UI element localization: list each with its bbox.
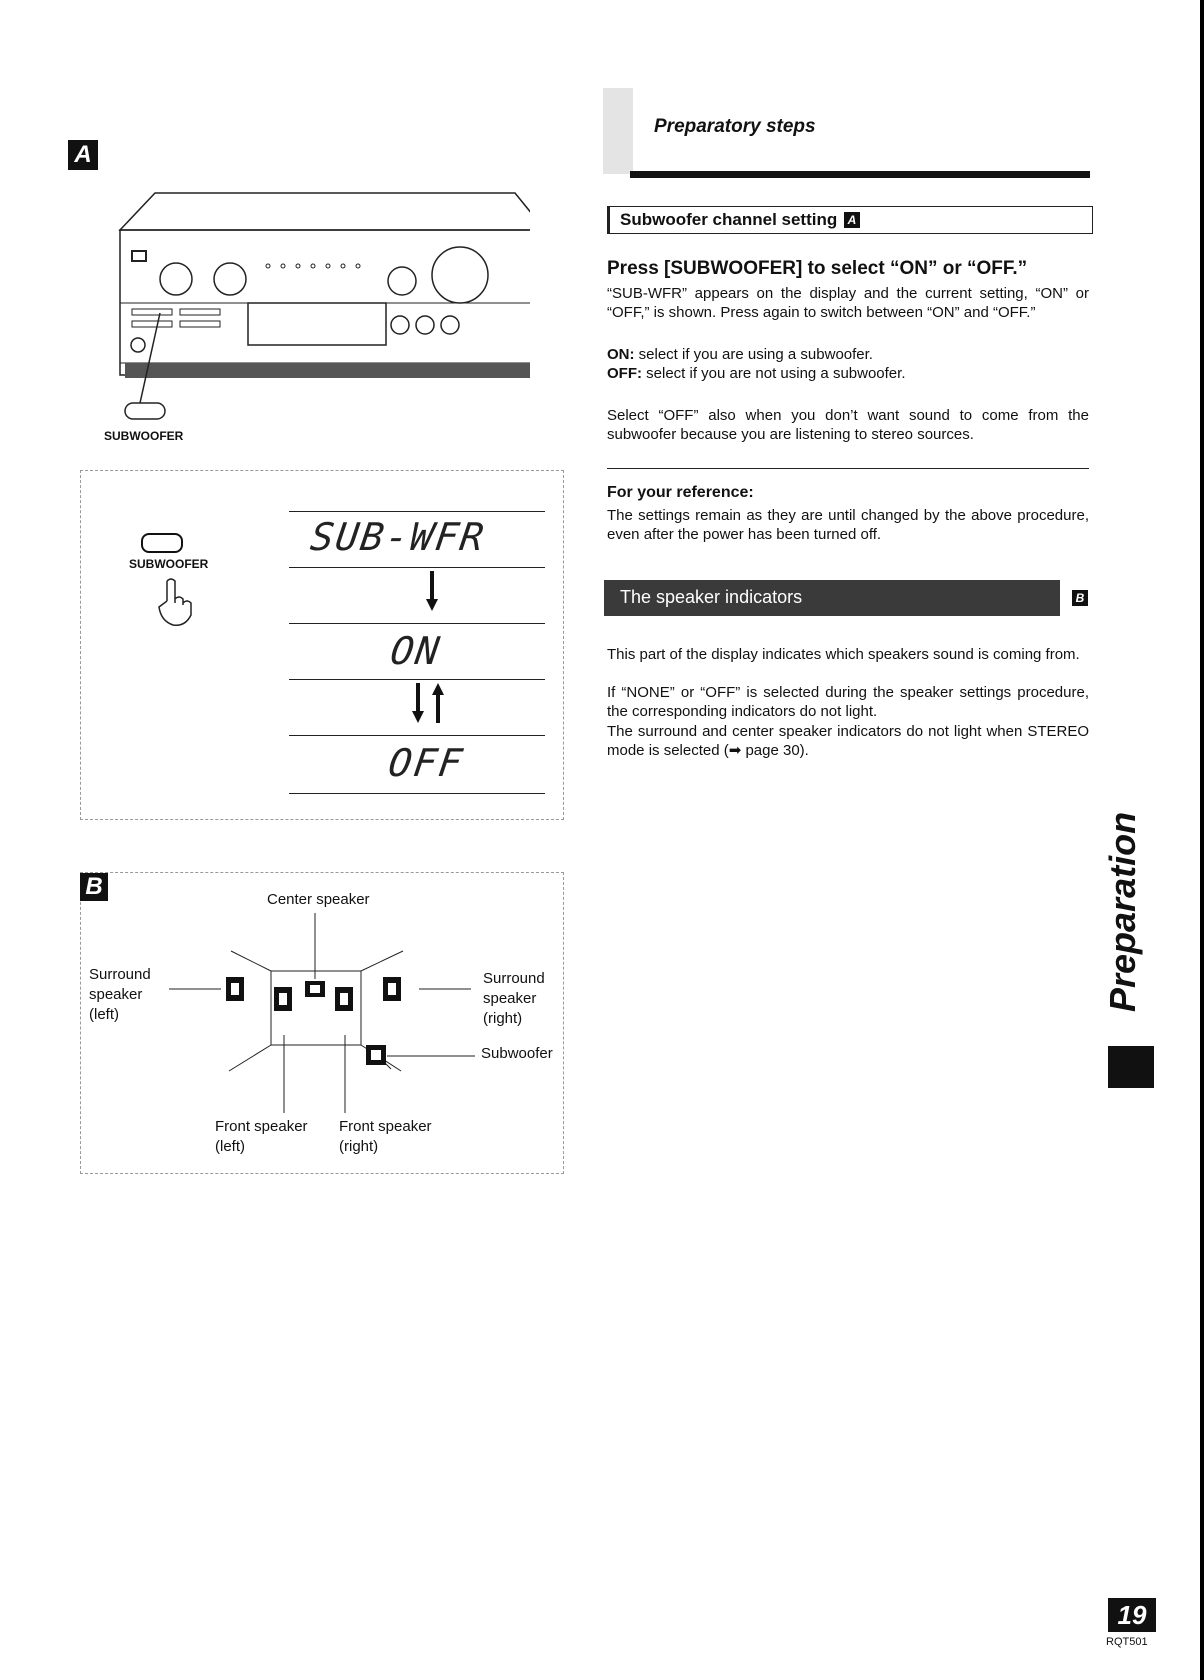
display-sub-wfr: SUB-WFR [307, 515, 489, 559]
instruction-heading: Press [SUBWOOFER] to select “ON” or “OFF.” [607, 258, 1028, 279]
section-b-badge: B [80, 873, 108, 901]
subwoofer-speaker-icon [366, 1045, 386, 1065]
side-tab-preparation: Preparation [1102, 811, 1143, 1012]
doc-code: RQT501 [1106, 1636, 1148, 1648]
speaker-indicators-title: The speaker indicators [620, 587, 803, 607]
section-header: Preparatory steps [654, 116, 816, 137]
speaker-indicators-badge: B [1072, 590, 1088, 606]
receiver-illustration [110, 185, 530, 445]
panel-subwoofer-label: SUBWOOFER [129, 557, 209, 571]
display-off: OFF [385, 741, 467, 785]
front-right-speaker-icon [335, 987, 353, 1011]
surround-right-label: Surround speaker (right) [483, 970, 545, 1027]
subwoofer-setting-badge: A [844, 212, 860, 228]
indicators-para3: The surround and center speaker indicators do not light when STEREO mode is selected (➡ page 30). [607, 723, 1089, 759]
surround-left-speaker-icon [226, 977, 244, 1001]
section-a-badge: A [68, 140, 98, 170]
indicators-para1: This part of the display indicates which speakers sound is coming from. [607, 646, 1080, 663]
up-down-arrows-icon [411, 683, 445, 723]
on-option: ON: select if you are using a subwoofer. [607, 346, 873, 363]
surround-left-label: Surround speaker (left) [89, 966, 151, 1023]
hand-press-icon [155, 577, 195, 629]
speaker-layout-diagram [81, 873, 563, 1173]
front-left-speaker-icon [274, 987, 292, 1011]
header-dotted-texture [603, 88, 633, 174]
front-left-label: Front speaker (left) [215, 1118, 308, 1155]
subwoofer-setting-title-box [607, 206, 1093, 234]
speaker-diagram-box [80, 872, 564, 1174]
off-option: OFF: select if you are not using a subwoofer. [607, 365, 906, 382]
front-right-label: Front speaker (right) [339, 1118, 432, 1155]
indicators-para2: If “NONE” or “OFF” is selected during the speaker settings procedure, the corresponding indicators do not light. [607, 684, 1089, 720]
receiver-subwoofer-label: SUBWOOFER [104, 429, 184, 443]
subwoofer-setting-title: Subwoofer channel setting [620, 210, 838, 229]
display-on: ON [387, 629, 444, 673]
display-panel-box [80, 470, 564, 820]
center-speaker-icon [305, 981, 325, 997]
subwoofer-label: Subwoofer [481, 1045, 553, 1062]
header-rule [630, 171, 1090, 178]
reference-text: The settings remain as they are until changed by the above procedure, even after the power has been turned off. [607, 507, 1089, 543]
side-tab-marker [1108, 1046, 1154, 1088]
page-edge [1200, 0, 1204, 1680]
page-number: 19 [1108, 1598, 1156, 1632]
subwoofer-button-icon [141, 533, 183, 553]
instruction-para: “SUB-WFR” appears on the display and the current setting, “ON” or “OFF,” is shown. Press again to switch between “ON” and “OFF.” [607, 285, 1089, 321]
surround-right-speaker-icon [383, 977, 401, 1001]
center-speaker-label: Center speaker [267, 891, 370, 908]
speaker-indicators-title-bar [604, 580, 1060, 616]
reference-title: For your reference: [607, 484, 754, 501]
stereo-note: Select “OFF” also when you don’t want sound to come from the subwoofer because you are listening to stereo sources. [607, 407, 1089, 443]
down-arrow-icon [425, 571, 439, 611]
